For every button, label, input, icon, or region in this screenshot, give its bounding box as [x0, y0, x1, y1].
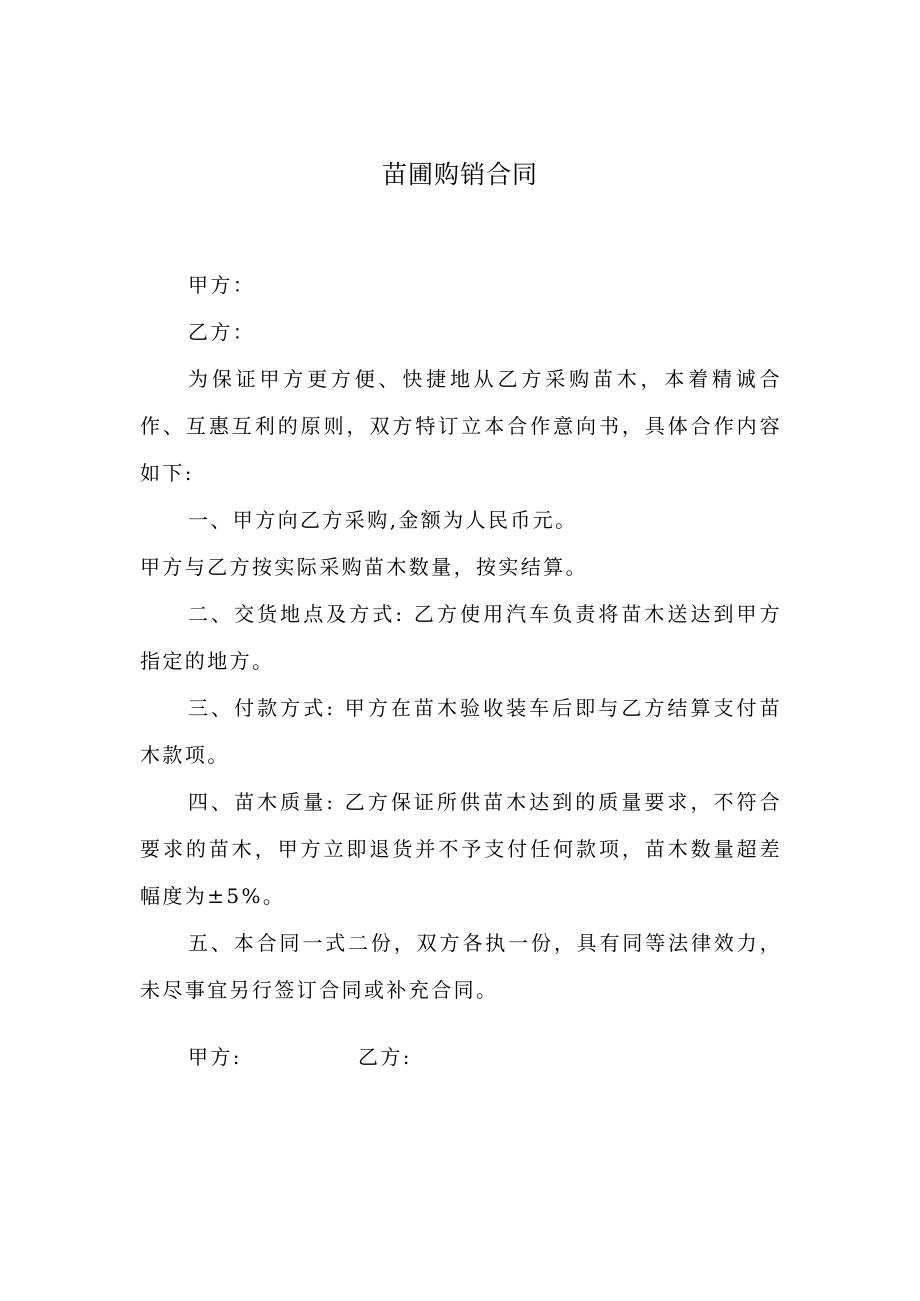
clause-1-settlement-paragraph: 甲方与乙方按实际采购苗木数量，按实结算。: [140, 555, 588, 579]
preamble-paragraph: 为保证甲方更方便、快捷地从乙方采购苗木，本着精诚合作、互惠互利的原则，双方特订立本合作意向书，具体合作内容如下:: [140, 367, 782, 485]
document-title: 苗圃购销合同: [381, 160, 538, 189]
clause-3-paragraph: 三、付款方式: 甲方在苗木验收装车后即与乙方结算支付苗木款项。: [140, 696, 782, 767]
clause-2-paragraph: 二、交货地点及方式: 乙方使用汽车负责将苗木送达到甲方指定的地方。: [140, 602, 782, 673]
signature-party-a: 甲方:: [188, 1045, 242, 1069]
signature-party-b: 乙方:: [358, 1045, 412, 1069]
contract-body: [140, 262, 782, 1014]
clause-1-paragraph: 一、甲方向乙方采购,金额为人民币元。: [188, 508, 578, 532]
party-b-line: 乙方：: [188, 320, 256, 344]
clause-5-paragraph: 五、本合同一式二份，双方各执一份，具有同等法律效力，未尽事宜另行签订合同或补充合同。: [140, 931, 782, 1002]
clause-4-paragraph: 四、苗木质量: 乙方保证所供苗木达到的质量要求，不符合要求的苗木，甲方立即退货并不予支付任何款项，苗木数量超差幅度为±5%。: [140, 790, 782, 908]
party-a-line: 甲方：: [188, 273, 256, 297]
